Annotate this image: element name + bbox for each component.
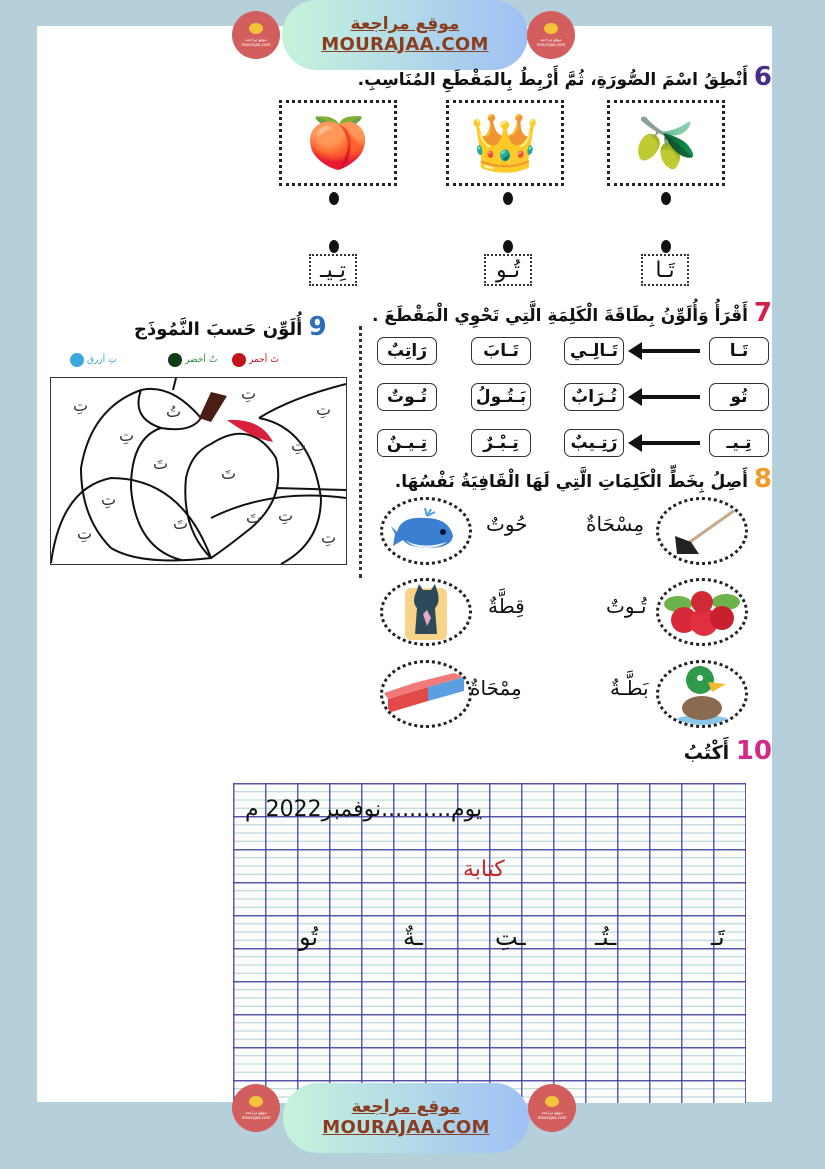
picture-whale[interactable]	[380, 497, 472, 565]
handwriting-grid[interactable]	[233, 783, 746, 1103]
legend-blue: تِ أزرق	[70, 353, 117, 367]
word-card[interactable]: تَـالِـي	[564, 337, 624, 365]
picture-crown	[446, 100, 564, 186]
word-card[interactable]: تِـيـنٌ	[377, 429, 437, 457]
word-berry: تُـوتٌ	[606, 594, 647, 618]
hoe-icon	[667, 506, 737, 556]
syllable-tee: تِـيـ	[309, 254, 357, 286]
model-letter: ـتِ	[495, 923, 526, 951]
syllable-taa: تَـا	[641, 254, 689, 286]
writing-heading: كتابة	[463, 857, 505, 882]
model-letter: تُو	[299, 923, 319, 951]
whale-icon	[391, 508, 461, 554]
olive-icon: 🫒	[634, 113, 698, 172]
word-whale: حُوتٌ	[486, 512, 528, 536]
site-logo-right[interactable]: موقع مراجعة mourajaa.com	[527, 11, 575, 59]
word-card[interactable]: تُـوتٌ	[377, 383, 437, 411]
connector-dot[interactable]	[329, 192, 339, 205]
blue-splat-icon	[70, 353, 84, 367]
eraser-icon	[384, 669, 468, 719]
model-letter: تَـ	[711, 923, 725, 951]
word-duck: بَطَّـةٌ	[610, 676, 649, 700]
site-banner-bottom[interactable]: موقع مراجعة MOURAJAA.COM	[283, 1083, 529, 1153]
picture-fig	[279, 100, 397, 186]
site-banner-top[interactable]: موقع مراجعة MOURAJAA.COM	[282, 0, 528, 70]
word-card[interactable]: تِـبْـرٌ	[471, 429, 531, 457]
site-logo-right-bottom[interactable]: موقع مراجعة mourajaa.com	[528, 1084, 576, 1132]
syllable-card: تِـيـ	[709, 429, 769, 457]
coloring-picture-apple[interactable]: تِ تُ تِ تِ تِ تِ تَ تَ تِ تِ تَ تِ تِ تَ	[50, 377, 347, 565]
exercise10-title: 10 أَكْتُبُ	[683, 736, 772, 766]
picture-duck[interactable]	[656, 660, 748, 728]
column-separator	[359, 326, 362, 578]
date-line: يوم..........نوفمبر2022 م	[245, 797, 483, 822]
site-logo-left[interactable]: موقع مراجعة mourajaa.com	[232, 11, 280, 59]
book-icon	[249, 23, 263, 34]
cat-icon	[401, 582, 451, 642]
word-card[interactable]: تَـابَ	[471, 337, 531, 365]
word-cat: قِطَّةٌ	[488, 594, 525, 618]
connector-dot[interactable]	[329, 240, 339, 253]
syllable-card: تُو	[709, 383, 769, 411]
connector-dot[interactable]	[661, 240, 671, 253]
exercise8-title: 8 أَصِلُ بِخَطٍّ الْكَلِمَاتِ الَّتِي لَهَا الْقَافِيَةُ نَفْسُهَا.	[394, 464, 772, 494]
word-eraser: مِمْحَاةٌ	[470, 676, 522, 700]
word-hoe: مِسْحَاةٌ	[586, 512, 645, 536]
picture-raspberries[interactable]	[656, 578, 748, 646]
crown-icon: 👑	[470, 111, 540, 176]
arrow-left-icon	[640, 395, 700, 399]
word-card[interactable]: رَتِـيبٌ	[564, 429, 624, 457]
book-icon	[544, 23, 558, 34]
exercise7-title: 7 أَقْرَأُ وَأُلَوِّنُ بِطَاقَةَ الْكَلِمَةِ الَّتِي تَحْوِي الْمَقْطَعَ .	[372, 298, 772, 328]
book-icon	[545, 1096, 559, 1107]
connector-dot[interactable]	[503, 192, 513, 205]
model-letter: ـتُـ	[595, 923, 617, 951]
fig-icon: 🍑	[306, 113, 370, 172]
picture-hoe[interactable]	[656, 497, 748, 565]
picture-olives	[607, 100, 725, 186]
red-splat-icon	[232, 353, 246, 367]
exercise9-title: 9 أُلَوِّن حَسبَ النَّمُوذَج	[134, 312, 327, 342]
book-icon	[249, 1096, 263, 1107]
raspberry-icon	[662, 584, 742, 640]
arrow-left-icon	[640, 441, 700, 445]
word-card[interactable]: رَاتِبٌ	[377, 337, 437, 365]
connector-dot[interactable]	[503, 240, 513, 253]
green-splat-icon	[168, 353, 182, 367]
syllable-too: تُـو	[484, 254, 532, 286]
arrow-left-icon	[640, 349, 700, 353]
duck-icon	[672, 662, 732, 726]
site-logo-left-bottom[interactable]: موقع مراجعة mourajaa.com	[232, 1084, 280, 1132]
word-card[interactable]: بَـتُـولُ	[471, 383, 531, 411]
legend-red: تَ أحمر	[232, 353, 279, 367]
syllable-card: تَـا	[709, 337, 769, 365]
word-card[interactable]: تُـرَابٌ	[564, 383, 624, 411]
connector-dot[interactable]	[661, 192, 671, 205]
apple-outline-icon	[51, 378, 347, 565]
exercise6-title: 6 أَنْطِقُ اسْمَ الصُّورَةِ، ثُمَّ أَرْبِطُ بِالمَقْطَعِ المُنَاسِبِ.	[357, 62, 772, 92]
picture-eraser[interactable]	[380, 660, 472, 728]
picture-cat[interactable]	[380, 578, 472, 646]
legend-green: تُ أخضر	[168, 353, 217, 367]
model-letter: ـةٌ	[403, 923, 423, 951]
